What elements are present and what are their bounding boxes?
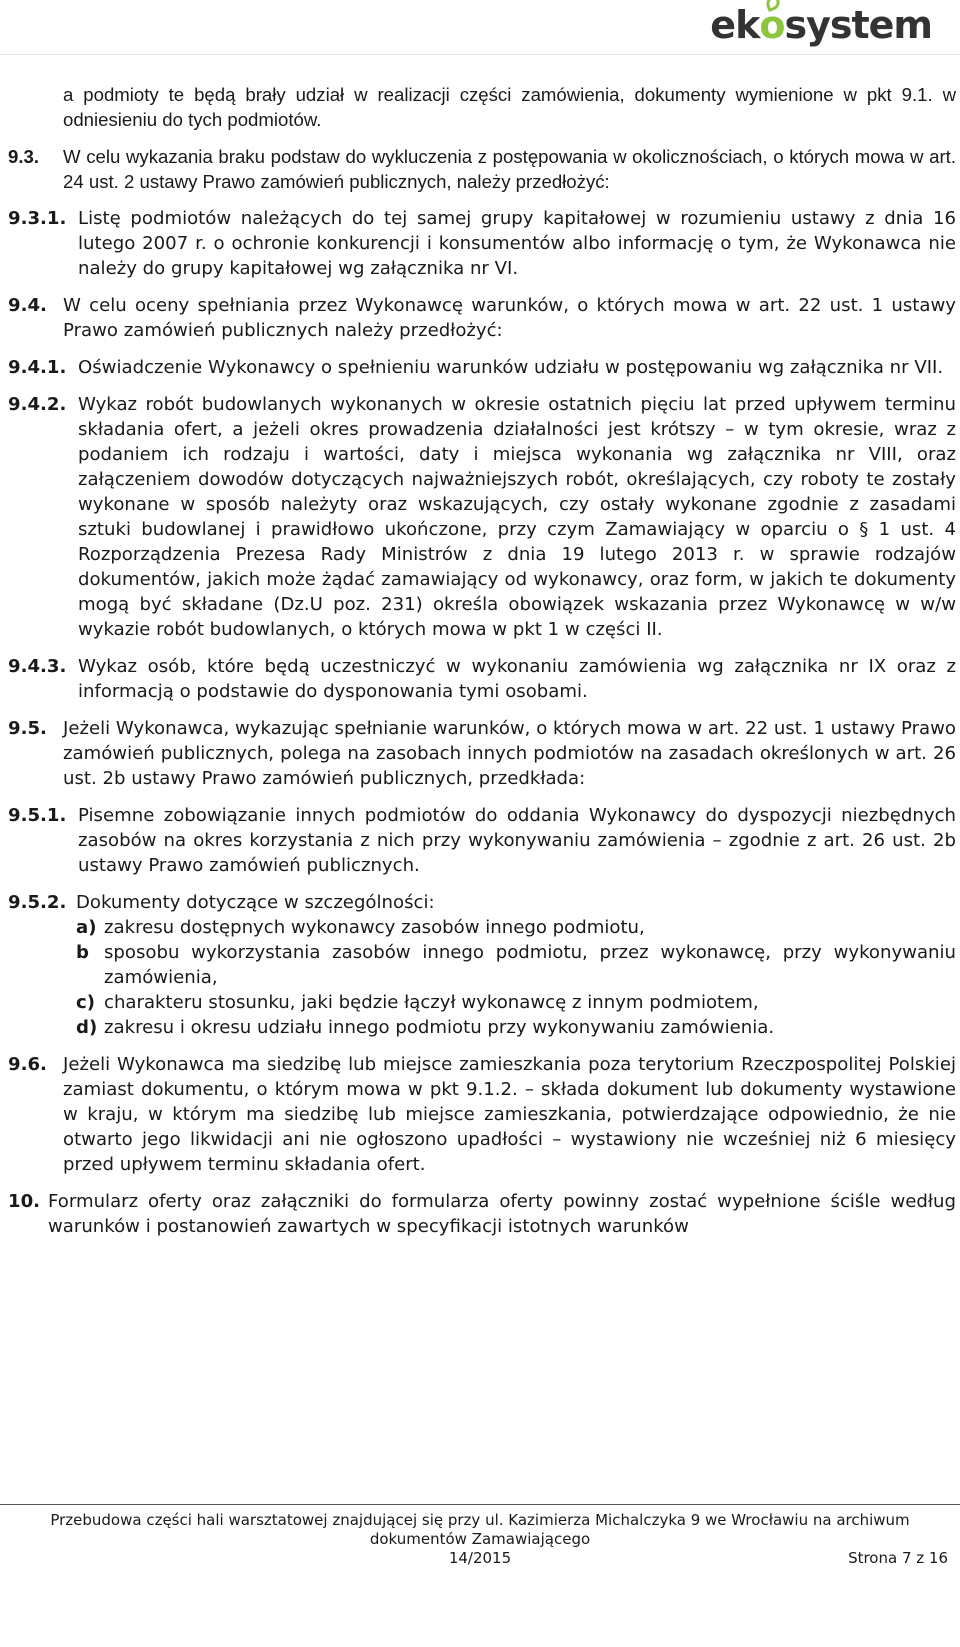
section-9-6 bbox=[8, 1052, 956, 1177]
section-text: W celu oceny spełniania przez Wykonawcę warunków, o których mowa w art. 22 ust. 1 ustawy Prawo zamówień publicznych należy przedłożyć: bbox=[63, 295, 956, 341]
section-number: 9.5. bbox=[8, 718, 47, 739]
header-divider bbox=[0, 54, 960, 55]
paragraph-text: a podmioty te będą brały udział w realizacji części zamówienia, dokumenty wymienione w pkt 9.1. w odniesieniu do tych podmiotów. bbox=[63, 84, 956, 130]
paragraph-continuation bbox=[8, 82, 956, 132]
section-9-3-1 bbox=[8, 206, 956, 281]
list-item-text: zakresu i okresu udziału innego podmiotu przy wykonywaniu zamówienia. bbox=[104, 1017, 775, 1038]
section-text: W celu wykazania braku podstaw do wykluczenia z postępowania w okolicznościach, o których mowa w art. 24 ust. 2 ustawy Prawo zamówień publicznych, należy przedłożyć: bbox=[63, 146, 956, 192]
list-item-label: d) bbox=[76, 1017, 98, 1038]
section-text: Wykaz osób, które będą uczestniczyć w wykonaniu zamówienia wg załącznika nr IX oraz z informacją o podstawie do dysponowania tymi osobami. bbox=[78, 656, 956, 702]
section-number: 9.5.1. bbox=[8, 805, 67, 826]
section-number: 10. bbox=[8, 1191, 41, 1212]
list-item-text: zakresu dostępnych wykonawcy zasobów innego podmiotu, bbox=[104, 917, 645, 938]
ekosystem-logo bbox=[710, 3, 932, 47]
document-body bbox=[8, 82, 956, 1251]
page-footer bbox=[0, 1504, 960, 1568]
list-item-text: sposobu wykorzystania zasobów innego podmiotu, przez wykonawcę, przy wykonywaniu zamówienia, bbox=[104, 942, 956, 988]
section-9-3 bbox=[8, 144, 956, 194]
section-9-4 bbox=[8, 293, 956, 343]
section-text: Jeżeli Wykonawca ma siedzibę lub miejsce zamieszkania poza terytorium Rzeczpospolitej Polskiej zamiast dokumentu, o którym mowa w pkt 9.1.2. – składa dokument lub dokumenty wystawione w kraju, w którym ma siedzibę lub miejsce zamieszkania, potwierdzające odpowiednio, że nie otwarto jego likwidacji ani nie ogłoszono upadłości – wystawiony nie wcześniej niż 6 miesięcy przed upływem terminu składania ofert. bbox=[63, 1054, 956, 1175]
section-9-5 bbox=[8, 716, 956, 791]
section-10 bbox=[8, 1189, 956, 1239]
section-9-4-3 bbox=[8, 654, 956, 704]
section-9-5-2 bbox=[8, 890, 956, 1040]
list-item-text: charakteru stosunku, jaki będzie łączył wykonawcę z innym podmiotem, bbox=[104, 992, 759, 1013]
page-number: Strona 7 z 16 bbox=[848, 1549, 948, 1567]
logo-text-left: ek bbox=[710, 3, 760, 47]
section-number: 9.6. bbox=[8, 1054, 47, 1075]
section-9-5-1 bbox=[8, 803, 956, 878]
logo-text-right: system bbox=[784, 3, 932, 47]
section-9-4-1 bbox=[8, 355, 956, 380]
section-number: 9.3.1. bbox=[8, 208, 67, 229]
section-text: Dokumenty dotyczące w szczególności: bbox=[76, 892, 435, 913]
list-item-label: b bbox=[76, 942, 89, 963]
section-number: 9.3. bbox=[8, 146, 40, 167]
footer-meta bbox=[0, 1549, 960, 1568]
section-number: 9.4.2. bbox=[8, 394, 67, 415]
section-number: 9.4. bbox=[8, 295, 47, 316]
section-text: Pisemne zobowiązanie innych podmiotów do oddania Wykonawcy do dyspozycji niezbędnych zasobów na okres korzystania z nich przy wykonywaniu zamówienia – zgodnie z art. 26 ust. 2b ustawy Prawo zamówień publicznych. bbox=[78, 805, 956, 876]
section-text: Jeżeli Wykonawca, wykazując spełnianie warunków, o których mowa w art. 22 ust. 1 ustawy Prawo zamówień publicznych, polega na zasobach innych podmiotów na zasadach określonych w art. 26 ust. 2b ustawy Prawo zamówień publicznych, przedkłada: bbox=[63, 718, 956, 789]
list-item-label: c) bbox=[76, 992, 95, 1013]
section-text: Wykaz robót budowlanych wykonanych w okresie ostatnich pięciu lat przed upływem terminu składania ofert, a jeżeli okres prowadzenia działalności jest krótszy – w tym okresie, wraz z podaniem ich rodzaju i wartości, daty i miejsca wykonania wg załącznika nr VIII, oraz załączeniem dowodów dotyczących najważniejszych robót, określających, czy roboty te zostały wykonane w sposób należyty oraz wskazujących, czy ostały wykonane zgodnie z zasadami sztuki budowlanej i prawidłowo ukończone, przy czym Zamawiający w oparciu o § 1 ust. 4 Rozporządzenia Prezesa Rady Ministrów z dnia 19 lutego 2013 r. w sprawie rodzajów dokumentów, jakich może żądać zamawiający od wykonawcy, oraz form, w jakich te dokumenty mogą być składane (Dz.U poz. 231) określa obowiązek wskazania przez Wykonawcę w w/w wykazie robót budowlanych, o których mowa w pkt 1 w części II. bbox=[78, 394, 956, 640]
section-number: 9.4.1. bbox=[8, 357, 67, 378]
section-9-4-2 bbox=[8, 392, 956, 642]
section-text: Formularz oferty oraz załączniki do formularza oferty powinny zostać wypełnione ściśle według warunków i postanowień zawartych w specyfikacji istotnych warunków bbox=[48, 1191, 956, 1237]
list-item bbox=[76, 990, 956, 1015]
logo-text-swirl: o bbox=[759, 3, 785, 47]
section-number: 9.5.2. bbox=[8, 892, 67, 913]
section-text: Listę podmiotów należących do tej samej grupy kapitałowej w rozumieniu ustawy z dnia 16 lutego 2007 r. o ochronie konkurencji i konsumentów albo informację o tym, że Wykonawca nie należy do grupy kapitałowej wg załącznika nr VI. bbox=[78, 208, 956, 279]
footer-title-line2: dokumentów Zamawiającego bbox=[369, 1530, 591, 1548]
list-item bbox=[76, 915, 956, 940]
footer-ref-number: 14/2015 bbox=[448, 1549, 512, 1567]
footer-title-line1: Przebudowa części hali warsztatowej znajdującej się przy ul. Kazimierza Michalczyka 9 we Wrocławiu na archiwum bbox=[50, 1511, 910, 1529]
section-number: 9.4.3. bbox=[8, 656, 67, 677]
list-item bbox=[76, 940, 956, 990]
list-item bbox=[76, 1015, 956, 1040]
list-item-label: a) bbox=[76, 917, 97, 938]
logo-swirl bbox=[759, 3, 785, 47]
section-text: Oświadczenie Wykonawcy o spełnieniu warunków udziału w postępowaniu wg załącznika nr VII. bbox=[78, 357, 944, 378]
